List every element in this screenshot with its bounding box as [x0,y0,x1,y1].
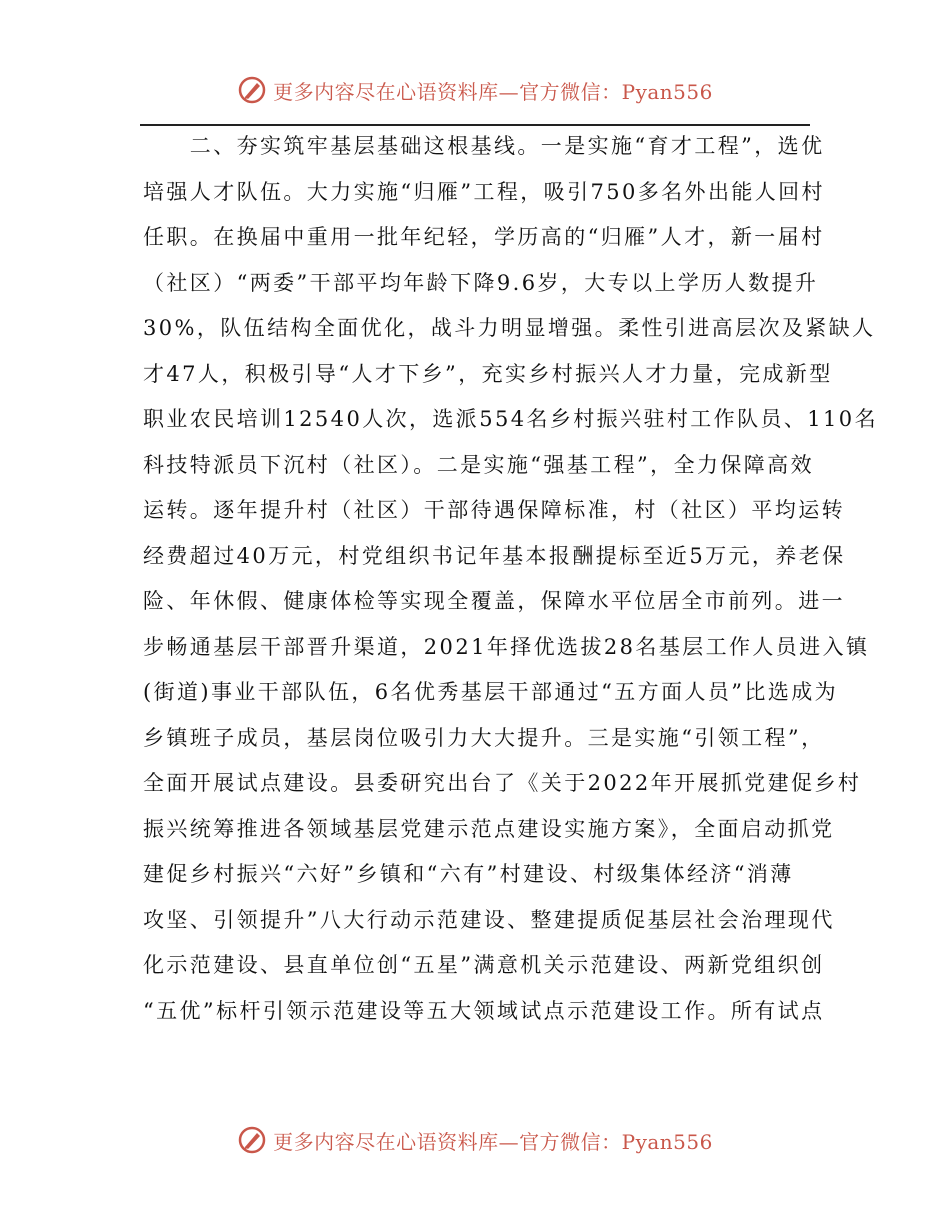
body-line: 才47人，积极引导“人才下乡”，充实乡村振兴人才力量，完成新型 [143,361,833,386]
pen-logo-icon [237,75,267,105]
body-line: 攻坚、引领提升”八大行动示范建设、整建提质促基层社会治理现代 [143,907,835,932]
pen-logo-icon [237,1125,267,1155]
body-line: 全面开展试点建设。县委研究出台了《关于2022年开展抓党建促乡村 [143,771,862,795]
body-line: 科技特派员下沉村（社区）。二是实施“强基工程”，全力保障高效 [143,452,814,477]
body-line: “五优”标杆引领示范建设等五大领域试点示范建设工作。所有试点 [143,998,825,1023]
header-watermark-banner [0,70,950,110]
body-line: 化示范建设、县直单位创“五星”满意机关示范建设、两新党组织创 [143,953,825,977]
header-banner-text: 更多内容尽在心语资料库—官方微信：Pyan556 [273,79,713,104]
body-line: 培强人才队伍。大力实施“归雁”工程，吸引750多名外出能人回村 [143,179,825,204]
body-line: 步畅通基层干部晋升渠道，2021年择优选拔28名基层工作人员进入镇 [143,634,870,659]
body-line: 建促乡村振兴“六好”乡镇和“六有”村建设、村级集体经济“消薄 [143,862,794,886]
body-line: 任职。在换届中重用一批年纪轻，学历高的“归雁”人才，新一届村 [143,225,825,249]
body-line: (街道)事业干部队伍，6名优秀基层干部通过“五方面人员”比选成为 [143,680,839,704]
body-line: 险、年休假、健康体检等实现全覆盖，保障水平位居全市前列。进一 [143,589,845,613]
body-line: 二、夯实筑牢基层基础这根基线。一是实施“育才工程”，选优 [143,134,825,158]
document-body [143,124,878,1034]
body-line: 乡镇班子成员，基层岗位吸引力大大提升。三是实施“引领工程”， [143,725,825,750]
body-line: 振兴统筹推进各领域基层党建示范点建设实施方案》，全面启动抓党 [143,816,835,841]
footer-watermark-banner [0,1120,950,1160]
body-line: （社区）“两委”干部平均年龄下降9.6岁，大专以上学历人数提升 [143,270,819,295]
body-line: 运转。逐年提升村（社区）干部待遇保障标准，村（社区）平均运转 [143,498,845,522]
body-line: 职业农民培训12540人次，选派554名乡村振兴驻村工作队员、110名 [143,407,878,431]
footer-banner-text: 更多内容尽在心语资料库—官方微信：Pyan556 [273,1129,713,1154]
body-line: 经费超过40万元，村党组织书记年基本报酬提标至近5万元，养老保 [143,543,846,568]
body-line: 30%，队伍结构全面优化，战斗力明显增强。柔性引进高层次及紧缺人 [143,316,876,340]
